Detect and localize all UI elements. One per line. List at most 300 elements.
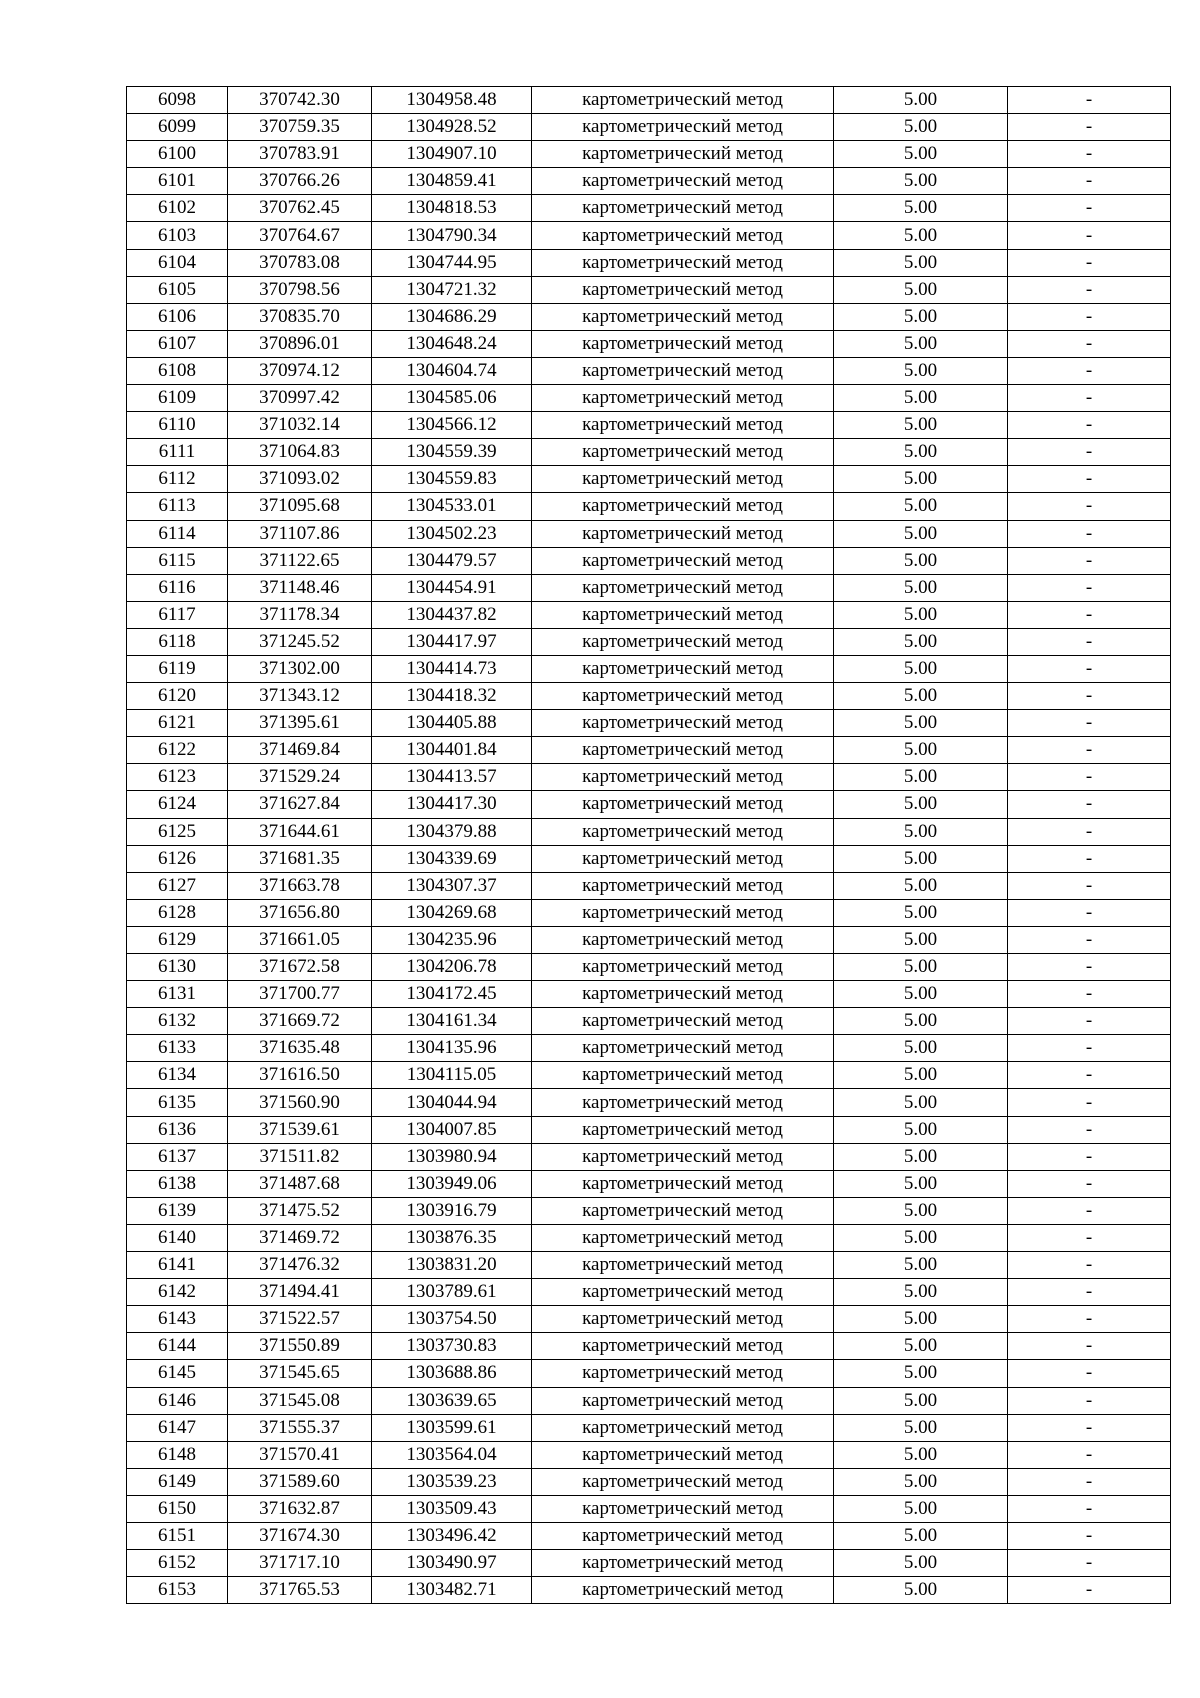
x-coordinate-cell: 371469.72 [228, 1224, 372, 1251]
x-coordinate-cell: 371627.84 [228, 791, 372, 818]
x-coordinate-cell: 371245.52 [228, 628, 372, 655]
method-cell: картометрический метод [532, 655, 834, 682]
accuracy-cell: 5.00 [834, 1197, 1008, 1224]
y-coordinate-cell: 1304379.88 [372, 818, 532, 845]
point-number-cell: 6136 [127, 1116, 228, 1143]
accuracy-cell: 5.00 [834, 1062, 1008, 1089]
point-number-cell: 6132 [127, 1008, 228, 1035]
table-row [127, 1279, 1171, 1306]
x-coordinate-cell: 371302.00 [228, 655, 372, 682]
point-number-cell: 6151 [127, 1522, 228, 1549]
y-coordinate-cell: 1304604.74 [372, 357, 532, 384]
x-coordinate-cell: 370997.42 [228, 385, 372, 412]
point-number-cell: 6108 [127, 357, 228, 384]
table-row [127, 1522, 1171, 1549]
table-row [127, 1089, 1171, 1116]
x-coordinate-cell: 371560.90 [228, 1089, 372, 1116]
method-cell: картометрический метод [532, 87, 834, 114]
y-coordinate-cell: 1304566.12 [372, 412, 532, 439]
method-cell: картометрический метод [532, 1224, 834, 1251]
point-number-cell: 6112 [127, 466, 228, 493]
point-number-cell: 6144 [127, 1333, 228, 1360]
method-cell: картометрический метод [532, 818, 834, 845]
point-number-cell: 6105 [127, 276, 228, 303]
note-cell: - [1008, 1414, 1171, 1441]
method-cell: картометрический метод [532, 195, 834, 222]
method-cell: картометрический метод [532, 357, 834, 384]
table-row [127, 1170, 1171, 1197]
x-coordinate-cell: 371148.46 [228, 574, 372, 601]
x-coordinate-cell: 371529.24 [228, 764, 372, 791]
point-number-cell: 6124 [127, 791, 228, 818]
y-coordinate-cell: 1303539.23 [372, 1468, 532, 1495]
method-cell: картометрический метод [532, 1414, 834, 1441]
method-cell: картометрический метод [532, 1116, 834, 1143]
accuracy-cell: 5.00 [834, 520, 1008, 547]
table-row [127, 764, 1171, 791]
point-number-cell: 6101 [127, 168, 228, 195]
method-cell: картометрический метод [532, 466, 834, 493]
x-coordinate-cell: 371555.37 [228, 1414, 372, 1441]
note-cell: - [1008, 385, 1171, 412]
method-cell: картометрический метод [532, 141, 834, 168]
y-coordinate-cell: 1303980.94 [372, 1143, 532, 1170]
point-number-cell: 6148 [127, 1441, 228, 1468]
table-row [127, 141, 1171, 168]
table-row [127, 1577, 1171, 1604]
point-number-cell: 6125 [127, 818, 228, 845]
point-number-cell: 6121 [127, 710, 228, 737]
y-coordinate-cell: 1303639.65 [372, 1387, 532, 1414]
point-number-cell: 6118 [127, 628, 228, 655]
accuracy-cell: 5.00 [834, 303, 1008, 330]
y-coordinate-cell: 1303831.20 [372, 1252, 532, 1279]
note-cell: - [1008, 1577, 1171, 1604]
table-row [127, 1360, 1171, 1387]
point-number-cell: 6122 [127, 737, 228, 764]
x-coordinate-cell: 371511.82 [228, 1143, 372, 1170]
method-cell: картометрический метод [532, 1035, 834, 1062]
method-cell: картометрический метод [532, 1360, 834, 1387]
point-number-cell: 6128 [127, 899, 228, 926]
accuracy-cell: 5.00 [834, 818, 1008, 845]
accuracy-cell: 5.00 [834, 1522, 1008, 1549]
point-number-cell: 6110 [127, 412, 228, 439]
accuracy-cell: 5.00 [834, 791, 1008, 818]
method-cell: картометрический метод [532, 1197, 834, 1224]
accuracy-cell: 5.00 [834, 412, 1008, 439]
y-coordinate-cell: 1304418.32 [372, 683, 532, 710]
accuracy-cell: 5.00 [834, 1550, 1008, 1577]
y-coordinate-cell: 1304401.84 [372, 737, 532, 764]
accuracy-cell: 5.00 [834, 357, 1008, 384]
method-cell: картометрический метод [532, 926, 834, 953]
point-number-cell: 6145 [127, 1360, 228, 1387]
x-coordinate-cell: 371539.61 [228, 1116, 372, 1143]
table-row [127, 601, 1171, 628]
y-coordinate-cell: 1304269.68 [372, 899, 532, 926]
method-cell: картометрический метод [532, 954, 834, 981]
x-coordinate-cell: 371107.86 [228, 520, 372, 547]
method-cell: картометрический метод [532, 1387, 834, 1414]
table-row [127, 1387, 1171, 1414]
x-coordinate-cell: 371032.14 [228, 412, 372, 439]
table-row [127, 1224, 1171, 1251]
y-coordinate-cell: 1304686.29 [372, 303, 532, 330]
note-cell: - [1008, 1550, 1171, 1577]
table-row [127, 655, 1171, 682]
accuracy-cell: 5.00 [834, 710, 1008, 737]
note-cell: - [1008, 303, 1171, 330]
x-coordinate-cell: 371469.84 [228, 737, 372, 764]
y-coordinate-cell: 1304559.39 [372, 439, 532, 466]
method-cell: картометрический метод [532, 1495, 834, 1522]
y-coordinate-cell: 1303730.83 [372, 1333, 532, 1360]
note-cell: - [1008, 926, 1171, 953]
table-row [127, 330, 1171, 357]
note-cell: - [1008, 1495, 1171, 1522]
x-coordinate-cell: 371632.87 [228, 1495, 372, 1522]
note-cell: - [1008, 1062, 1171, 1089]
accuracy-cell: 5.00 [834, 1279, 1008, 1306]
accuracy-cell: 5.00 [834, 628, 1008, 655]
point-number-cell: 6147 [127, 1414, 228, 1441]
note-cell: - [1008, 249, 1171, 276]
point-number-cell: 6143 [127, 1306, 228, 1333]
table-row [127, 737, 1171, 764]
accuracy-cell: 5.00 [834, 222, 1008, 249]
point-number-cell: 6137 [127, 1143, 228, 1170]
note-cell: - [1008, 520, 1171, 547]
point-number-cell: 6119 [127, 655, 228, 682]
x-coordinate-cell: 371064.83 [228, 439, 372, 466]
point-number-cell: 6109 [127, 385, 228, 412]
method-cell: картометрический метод [532, 412, 834, 439]
note-cell: - [1008, 791, 1171, 818]
table-row [127, 710, 1171, 737]
note-cell: - [1008, 1008, 1171, 1035]
table-row [127, 818, 1171, 845]
y-coordinate-cell: 1304417.97 [372, 628, 532, 655]
x-coordinate-cell: 370766.26 [228, 168, 372, 195]
point-number-cell: 6134 [127, 1062, 228, 1089]
accuracy-cell: 5.00 [834, 926, 1008, 953]
y-coordinate-cell: 1304533.01 [372, 493, 532, 520]
method-cell: картометрический метод [532, 737, 834, 764]
accuracy-cell: 5.00 [834, 1306, 1008, 1333]
method-cell: картометрический метод [532, 1550, 834, 1577]
point-number-cell: 6123 [127, 764, 228, 791]
point-number-cell: 6100 [127, 141, 228, 168]
table-row [127, 1441, 1171, 1468]
table-row [127, 466, 1171, 493]
method-cell: картометрический метод [532, 1306, 834, 1333]
table-row [127, 357, 1171, 384]
note-cell: - [1008, 1468, 1171, 1495]
table-row [127, 1252, 1171, 1279]
accuracy-cell: 5.00 [834, 845, 1008, 872]
point-number-cell: 6120 [127, 683, 228, 710]
accuracy-cell: 5.00 [834, 1333, 1008, 1360]
method-cell: картометрический метод [532, 845, 834, 872]
note-cell: - [1008, 87, 1171, 114]
point-number-cell: 6116 [127, 574, 228, 601]
method-cell: картометрический метод [532, 981, 834, 1008]
x-coordinate-cell: 371663.78 [228, 872, 372, 899]
table-row [127, 683, 1171, 710]
method-cell: картометрический метод [532, 1143, 834, 1170]
x-coordinate-cell: 371616.50 [228, 1062, 372, 1089]
note-cell: - [1008, 1279, 1171, 1306]
table-row [127, 1550, 1171, 1577]
x-coordinate-cell: 370783.91 [228, 141, 372, 168]
note-cell: - [1008, 1143, 1171, 1170]
x-coordinate-cell: 370764.67 [228, 222, 372, 249]
note-cell: - [1008, 1306, 1171, 1333]
table-row [127, 1035, 1171, 1062]
table-row [127, 520, 1171, 547]
accuracy-cell: 5.00 [834, 899, 1008, 926]
accuracy-cell: 5.00 [834, 1116, 1008, 1143]
y-coordinate-cell: 1304454.91 [372, 574, 532, 601]
method-cell: картометрический метод [532, 601, 834, 628]
note-cell: - [1008, 710, 1171, 737]
method-cell: картометрический метод [532, 1468, 834, 1495]
x-coordinate-cell: 371395.61 [228, 710, 372, 737]
method-cell: картометрический метод [532, 249, 834, 276]
table-row [127, 1116, 1171, 1143]
x-coordinate-cell: 370896.01 [228, 330, 372, 357]
note-cell: - [1008, 655, 1171, 682]
note-cell: - [1008, 601, 1171, 628]
y-coordinate-cell: 1304235.96 [372, 926, 532, 953]
y-coordinate-cell: 1304172.45 [372, 981, 532, 1008]
accuracy-cell: 5.00 [834, 141, 1008, 168]
y-coordinate-cell: 1304559.83 [372, 466, 532, 493]
point-number-cell: 6126 [127, 845, 228, 872]
x-coordinate-cell: 370974.12 [228, 357, 372, 384]
table-row [127, 926, 1171, 953]
x-coordinate-cell: 370783.08 [228, 249, 372, 276]
y-coordinate-cell: 1304907.10 [372, 141, 532, 168]
method-cell: картометрический метод [532, 683, 834, 710]
x-coordinate-cell: 371178.34 [228, 601, 372, 628]
note-cell: - [1008, 114, 1171, 141]
accuracy-cell: 5.00 [834, 764, 1008, 791]
method-cell: картометрический метод [532, 1008, 834, 1035]
table-row [127, 222, 1171, 249]
point-number-cell: 6103 [127, 222, 228, 249]
accuracy-cell: 5.00 [834, 493, 1008, 520]
accuracy-cell: 5.00 [834, 330, 1008, 357]
x-coordinate-cell: 370835.70 [228, 303, 372, 330]
note-cell: - [1008, 1387, 1171, 1414]
method-cell: картометрический метод [532, 520, 834, 547]
table-row [127, 168, 1171, 195]
note-cell: - [1008, 1441, 1171, 1468]
y-coordinate-cell: 1303496.42 [372, 1522, 532, 1549]
method-cell: картометрический метод [532, 330, 834, 357]
y-coordinate-cell: 1304044.94 [372, 1089, 532, 1116]
note-cell: - [1008, 439, 1171, 466]
y-coordinate-cell: 1303949.06 [372, 1170, 532, 1197]
table-row [127, 1468, 1171, 1495]
x-coordinate-cell: 370742.30 [228, 87, 372, 114]
table-row [127, 412, 1171, 439]
point-number-cell: 6131 [127, 981, 228, 1008]
note-cell: - [1008, 845, 1171, 872]
y-coordinate-cell: 1304790.34 [372, 222, 532, 249]
y-coordinate-cell: 1303599.61 [372, 1414, 532, 1441]
note-cell: - [1008, 195, 1171, 222]
note-cell: - [1008, 1035, 1171, 1062]
y-coordinate-cell: 1304417.30 [372, 791, 532, 818]
point-number-cell: 6104 [127, 249, 228, 276]
point-number-cell: 6152 [127, 1550, 228, 1577]
y-coordinate-cell: 1304648.24 [372, 330, 532, 357]
accuracy-cell: 5.00 [834, 114, 1008, 141]
method-cell: картометрический метод [532, 276, 834, 303]
note-cell: - [1008, 141, 1171, 168]
note-cell: - [1008, 412, 1171, 439]
y-coordinate-cell: 1304479.57 [372, 547, 532, 574]
accuracy-cell: 5.00 [834, 87, 1008, 114]
note-cell: - [1008, 1197, 1171, 1224]
point-number-cell: 6141 [127, 1252, 228, 1279]
accuracy-cell: 5.00 [834, 872, 1008, 899]
accuracy-cell: 5.00 [834, 195, 1008, 222]
accuracy-cell: 5.00 [834, 1387, 1008, 1414]
y-coordinate-cell: 1303509.43 [372, 1495, 532, 1522]
point-number-cell: 6133 [127, 1035, 228, 1062]
y-coordinate-cell: 1304405.88 [372, 710, 532, 737]
table-row [127, 1062, 1171, 1089]
x-coordinate-cell: 371122.65 [228, 547, 372, 574]
method-cell: картометрический метод [532, 1062, 834, 1089]
y-coordinate-cell: 1304859.41 [372, 168, 532, 195]
x-coordinate-cell: 371644.61 [228, 818, 372, 845]
y-coordinate-cell: 1304307.37 [372, 872, 532, 899]
coordinates-table-body [127, 87, 1171, 1604]
method-cell: картометрический метод [532, 574, 834, 601]
y-coordinate-cell: 1303688.86 [372, 1360, 532, 1387]
method-cell: картометрический метод [532, 1279, 834, 1306]
accuracy-cell: 5.00 [834, 1089, 1008, 1116]
accuracy-cell: 5.00 [834, 276, 1008, 303]
accuracy-cell: 5.00 [834, 601, 1008, 628]
table-row [127, 1008, 1171, 1035]
table-row [127, 791, 1171, 818]
table-row [127, 845, 1171, 872]
accuracy-cell: 5.00 [834, 466, 1008, 493]
y-coordinate-cell: 1304007.85 [372, 1116, 532, 1143]
x-coordinate-cell: 371589.60 [228, 1468, 372, 1495]
accuracy-cell: 5.00 [834, 683, 1008, 710]
table-row [127, 547, 1171, 574]
accuracy-cell: 5.00 [834, 1252, 1008, 1279]
point-number-cell: 6114 [127, 520, 228, 547]
x-coordinate-cell: 371700.77 [228, 981, 372, 1008]
table-row [127, 1306, 1171, 1333]
point-number-cell: 6106 [127, 303, 228, 330]
note-cell: - [1008, 357, 1171, 384]
x-coordinate-cell: 371661.05 [228, 926, 372, 953]
accuracy-cell: 5.00 [834, 1143, 1008, 1170]
y-coordinate-cell: 1304585.06 [372, 385, 532, 412]
point-number-cell: 6115 [127, 547, 228, 574]
point-number-cell: 6153 [127, 1577, 228, 1604]
method-cell: картометрический метод [532, 1577, 834, 1604]
y-coordinate-cell: 1304161.34 [372, 1008, 532, 1035]
note-cell: - [1008, 981, 1171, 1008]
note-cell: - [1008, 1333, 1171, 1360]
y-coordinate-cell: 1304958.48 [372, 87, 532, 114]
note-cell: - [1008, 1522, 1171, 1549]
x-coordinate-cell: 371550.89 [228, 1333, 372, 1360]
point-number-cell: 6142 [127, 1279, 228, 1306]
accuracy-cell: 5.00 [834, 954, 1008, 981]
note-cell: - [1008, 764, 1171, 791]
note-cell: - [1008, 899, 1171, 926]
accuracy-cell: 5.00 [834, 737, 1008, 764]
note-cell: - [1008, 222, 1171, 249]
table-row [127, 493, 1171, 520]
method-cell: картометрический метод [532, 628, 834, 655]
x-coordinate-cell: 371476.32 [228, 1252, 372, 1279]
method-cell: картометрический метод [532, 114, 834, 141]
y-coordinate-cell: 1304818.53 [372, 195, 532, 222]
y-coordinate-cell: 1304437.82 [372, 601, 532, 628]
table-row [127, 872, 1171, 899]
method-cell: картометрический метод [532, 1441, 834, 1468]
method-cell: картометрический метод [532, 222, 834, 249]
x-coordinate-cell: 371674.30 [228, 1522, 372, 1549]
point-number-cell: 6135 [127, 1089, 228, 1116]
y-coordinate-cell: 1304414.73 [372, 655, 532, 682]
table-row [127, 628, 1171, 655]
point-number-cell: 6098 [127, 87, 228, 114]
table-row [127, 1495, 1171, 1522]
table-row [127, 1197, 1171, 1224]
table-row [127, 981, 1171, 1008]
y-coordinate-cell: 1303916.79 [372, 1197, 532, 1224]
x-coordinate-cell: 371656.80 [228, 899, 372, 926]
method-cell: картометрический метод [532, 493, 834, 520]
point-number-cell: 6130 [127, 954, 228, 981]
note-cell: - [1008, 1224, 1171, 1251]
y-coordinate-cell: 1303876.35 [372, 1224, 532, 1251]
accuracy-cell: 5.00 [834, 1577, 1008, 1604]
table-row [127, 195, 1171, 222]
point-number-cell: 6111 [127, 439, 228, 466]
x-coordinate-cell: 371669.72 [228, 1008, 372, 1035]
point-number-cell: 6127 [127, 872, 228, 899]
method-cell: картометрический метод [532, 1333, 834, 1360]
accuracy-cell: 5.00 [834, 1360, 1008, 1387]
x-coordinate-cell: 371494.41 [228, 1279, 372, 1306]
note-cell: - [1008, 683, 1171, 710]
x-coordinate-cell: 371545.65 [228, 1360, 372, 1387]
point-number-cell: 6150 [127, 1495, 228, 1522]
method-cell: картометрический метод [532, 899, 834, 926]
method-cell: картометрический метод [532, 1089, 834, 1116]
note-cell: - [1008, 168, 1171, 195]
note-cell: - [1008, 466, 1171, 493]
x-coordinate-cell: 371717.10 [228, 1550, 372, 1577]
coordinates-table [126, 86, 1171, 1604]
accuracy-cell: 5.00 [834, 1170, 1008, 1197]
table-row [127, 303, 1171, 330]
